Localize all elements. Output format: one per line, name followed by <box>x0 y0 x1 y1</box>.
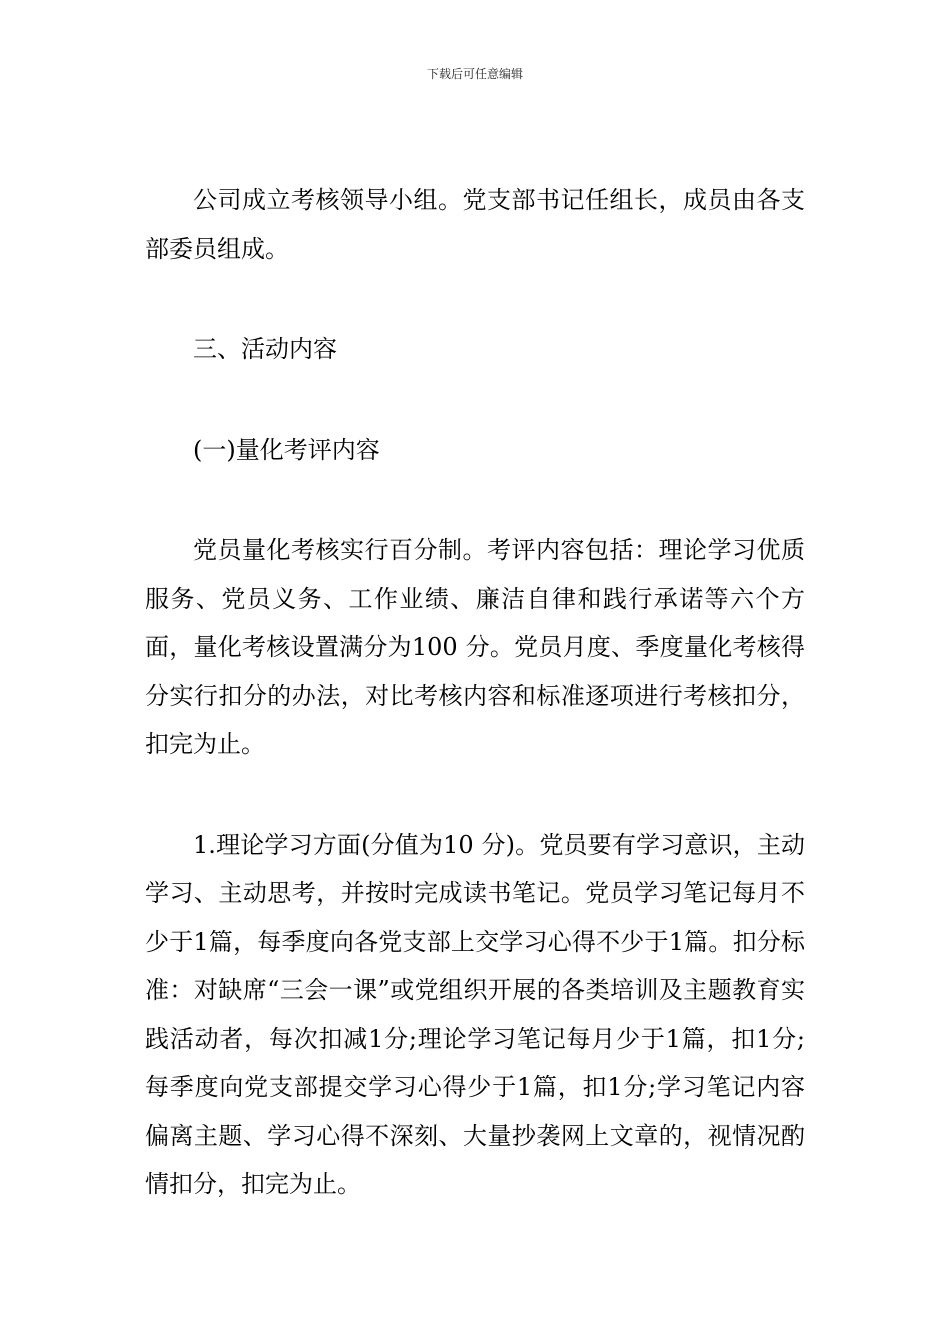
paragraph-gap <box>145 273 805 325</box>
subsection-heading-quantified-evaluation: (一)量化考评内容 <box>193 435 380 464</box>
paragraph-theory-study: 1.理论学习方面(分值为10 分)。党员要有学习意识，主动学习、主动思考，并按时完成读书笔记。党员学习笔记每月不少于1篇，每季度向各党支部上交学习心得不少于1篇。扣分标准：对缺席“三会一课”或党组织开展的各类培训及主题教育实践活动者，每次扣减1分;理论学习笔记每月少于1篇，扣1分;每季度向党支部提交学习心得少于1篇，扣1分;学习笔记内容偏离主题、学习心得不深刻、大量抄袭网上文章的，视情况酌情扣分，扣完为止。 <box>145 830 805 1198</box>
paragraph-gap <box>145 374 805 426</box>
paragraph-evaluation-system: 党员量化考核实行百分制。考评内容包括：理论学习优质服务、党员义务、工作业绩、廉洁自律和践行承诺等六个方面，量化考核设置满分为100 分。党员月度、季度量化考核得分实行扣分的办法，对比考核内容和标准逐项进行考核扣分，扣完为止。 <box>145 536 805 758</box>
document-body <box>145 176 805 1209</box>
page-header: 下载后可任意编辑 <box>426 67 523 81</box>
paragraph-gap <box>145 474 805 526</box>
section-heading-activity-content: 三、活动内容 <box>193 335 337 363</box>
paragraph-leadership-group: 公司成立考核领导小组。党支部书记任组长，成员由各支部委员组成。 <box>145 186 805 263</box>
paragraph-gap <box>145 769 805 821</box>
